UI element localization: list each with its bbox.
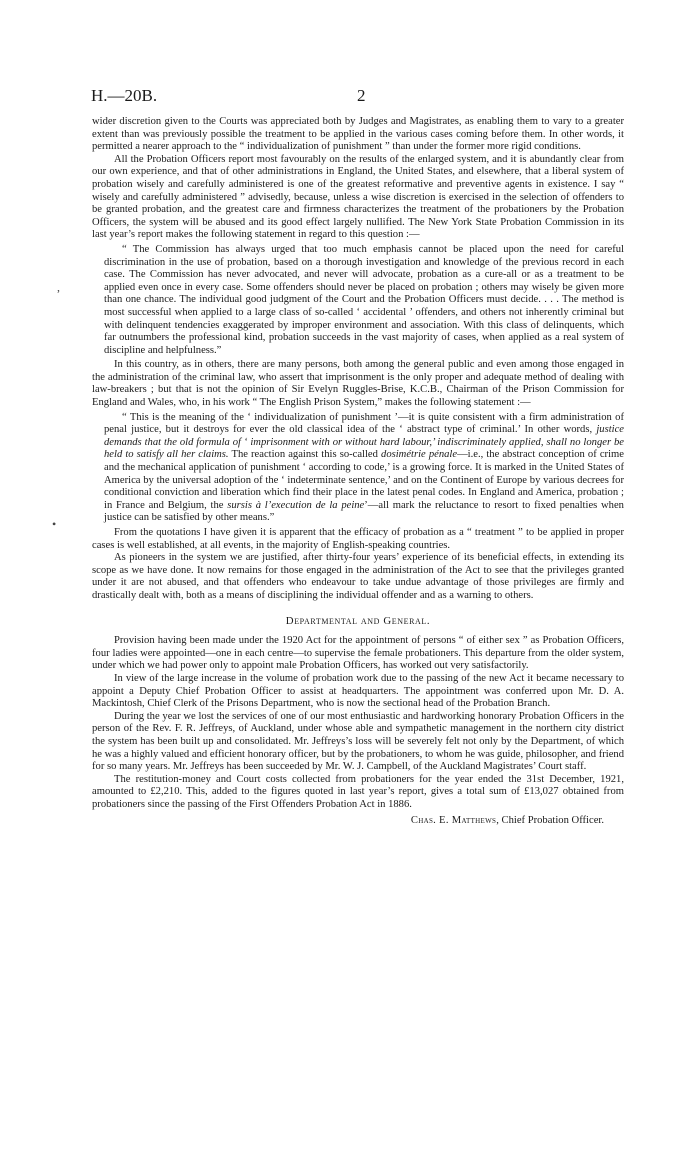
quote-text: —i.e., the abstract conception of crime and the mechanical application of punishment ‘ according to code,’ is a growing force. It is marked in the United States of America by the universal adoption of the ‘ indeterminate sentence,’ and on the Continent of Europe by various decrees for conditional conviction and liberation which find their place in the latest penal codes. In England and America, probation ; in France and Belgium, the <box>104 449 624 511</box>
document-body <box>92 116 624 828</box>
paragraph: In view of the large increase in the volume of probation work due to the passing of the new Act it became necessary to appoint a Deputy Chief Probation Officer to assist at headquarters. The appointment was conferred upon Mr. D. A. Mackintosh, Chief Clerk of the Prisons Department, who is now the sectional head of the Probation Branch. <box>92 672 624 710</box>
signature <box>92 815 624 828</box>
paragraph: All the Probation Officers report most favourably on the results of the enlarged system, and it is abundantly clear from our own experience, and that of other administrations in England, the United States, and elsewhere, that a liberal system of probation wisely and carefully administered is one of the greatest reformative and preventive agents in existence. I say “ wisely and carefully administered ” advisedly, because, unless a wise discretion is exercised in the selection of offenders to be granted probation, and the greatest care and firmness characterizes the treatment of the probationers by the Probation Officers, the system will be abused and its good effect largely nullified. The New York State Probation Commission in its last year’s report makes the following statement in regard to this question :— <box>92 153 624 241</box>
paragraph: wider discretion given to the Courts was appreciated both by Judges and Magistrates, as enabling them to vary to a greater extent than was previously possible the treatment to be applied in the various cases coming before them. In other words, it permitted a nearer approach to the “ individualization of punishment ” than under the former more rigid conditions. <box>92 116 624 153</box>
page-number: 2 <box>357 86 366 105</box>
section-heading: Departmental and General. <box>285 614 431 627</box>
signature-title: , Chief Probation Officer. <box>496 815 604 827</box>
quote-italic-text: dosimétrie pénale <box>381 449 458 461</box>
quote-italic-text: justice demands that the old formula of ‘ imprisonment with or without hard labour,’ indiscriminately applied, shall no longer be held to satisfy all her claims. <box>104 424 624 461</box>
document-reference: H.—20B. <box>91 86 158 105</box>
block-quote: “ The Commission has always urged that too much emphasis cannot be placed upon the need for careful discrimination in the use of probation, based on a thorough investigation and knowledge of the previous record in each case. The Commission has never advocated, and never will advocate, probation as a cure-all or as a treatment to be applied even once in every case. Some offenders should never be placed on probation ; others may wisely be given more than one chance. The individual good judgment of the Court and the Probation Officers must decide. . . . The method is most successful when applied to a large class of so-called ‘ accidental ’ offenders, and others not inherently criminal but with delinquent tendencies exaggerated by improper environment and association. With this class of delinquents, which far outnumbers the professional kind, probation succeeds in the vast majority of cases, when applied as a real system of discipline and helpfulness.” <box>104 243 624 356</box>
block-quote <box>104 412 624 525</box>
paragraph: The restitution-money and Court costs collected from probationers for the year ended the 31st December, 1921, amounted to £2,210. This, added to the figures quoted in last year’s report, gives a total sum of £13,027 obtained from probationers since the passing of the First Offenders Probation Act in 1886. <box>92 773 624 810</box>
paragraph: Provision having been made under the 1920 Act for the appointment of persons “ of either sex ” as Probation Officers, four ladies were appointed—one in each centre—to supervise the female probationers. This departure from the older system, under which we had power only to appoint male Probation Officers, has worked out very satisfactorily. <box>92 635 624 672</box>
quote-text: “ This is the meaning of the ‘ individualization of punishment ’—it is quite consistent with a firm administration of penal justice, but it destroys for ever the old classical idea of the ‘ abstract type of criminal.’ In other words, <box>104 411 624 436</box>
paragraph: As pioneers in the system we are justified, after thirty-four years’ experience of its beneficial effects, in extending its scope as we have done. It now remains for those engaged in the administration of the Act to see that the privileges granted under it are not abused, and that offenders who endeavour to take undue advantage of those privileges are firmly and drastically dealt with, both as a means of disciplining the individual offender and as a warning to others. <box>92 552 624 601</box>
margin-mark: • <box>52 517 57 531</box>
quote-text: The reaction against this so-called <box>228 449 382 461</box>
paragraph: During the year we lost the services of one of our most enthusiastic and hardworking honorary Probation Officers in the person of the Rev. F. R. Jeffreys, of Auckland, under whose able and sympathetic management in the northern city district the system has been built up and consolidated. Mr. Jeffreys’s loss will be severely felt not only by the Department, of which he was a highly valued and efficient honorary officer, but by the probationers, to whom he was guide, philosopher, and friend for so many years. Mr. Jeffreys has been succeeded by Mr. W. J. Campbell, of the Auckland Magistrates’ Court staff. <box>92 710 624 773</box>
paragraph: From the quotations I have given it is apparent that the efficacy of probation as a “ treatment ” to be applied in proper cases is well established, at all events, in the majority of English-speaking countries. <box>92 527 624 551</box>
quote-text: ’—all mark the reluctance to resort to fixed penalties when justice can be satisfied by other means.” <box>104 499 624 524</box>
paragraph: In this country, as in others, there are many persons, both among the general public and even among those engaged in the administration of the criminal law, who assert that imprisonment is the only proper and adequate method of dealing with law-breakers ; but that is not the opinion of Sir Evelyn Ruggles-Brise, K.C.B., Chairman of the Prison Commission for England and Wales, who, in his work “ The English Prison System,” makes the following statement :— <box>92 359 624 409</box>
margin-mark: , <box>57 280 60 294</box>
quote-italic-text: sursis à l’execution de la peine <box>227 499 365 511</box>
signature-name: Chas. E. Matthews <box>410 815 497 827</box>
